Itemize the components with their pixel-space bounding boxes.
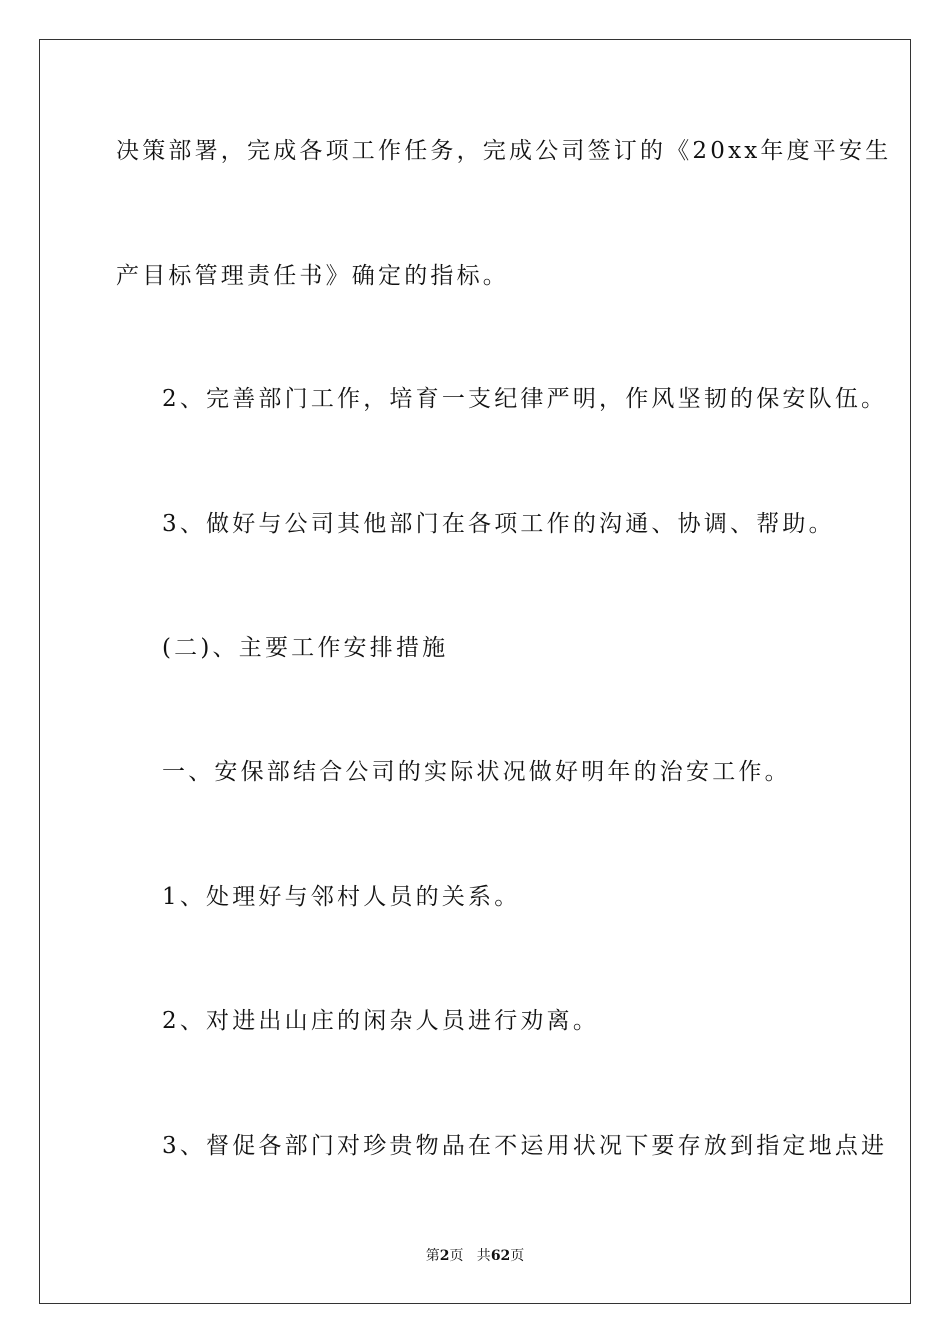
text-line-2: 产目标管理责任书》确定的指标。 [116, 263, 509, 289]
text-line-6: 一、安保部结合公司的实际状况做好明年的治安工作。 [162, 759, 791, 785]
text-line-7: 1、处理好与邻村人员的关系。 [162, 884, 521, 910]
text-line-9: 3、督促各部门对珍贵物品在不运用状况下要存放到指定地点进 [162, 1133, 888, 1159]
section-heading: (二)、主要工作安排措施 [162, 635, 449, 661]
text-line-1: 决策部署，完成各项工作任务，完成公司签订的《20xx年度平安生 [116, 138, 892, 164]
page-border [39, 39, 911, 1304]
total-page-number: 62 [490, 1248, 511, 1264]
page-footer [0, 1247, 950, 1265]
text-line-8: 2、对进出山庄的闲杂人员进行劝离。 [162, 1008, 600, 1034]
footer-mid: 页 共 [449, 1248, 491, 1264]
footer-prefix: 第 [425, 1248, 440, 1264]
current-page-number: 2 [439, 1248, 450, 1264]
text-line-4: 3、做好与公司其他部门在各项工作的沟通、协调、帮助。 [162, 511, 835, 537]
text-line-3: 2、完善部门工作，培育一支纪律严明，作风坚韧的保安队伍。 [162, 386, 888, 412]
footer-suffix: 页 [510, 1248, 525, 1264]
